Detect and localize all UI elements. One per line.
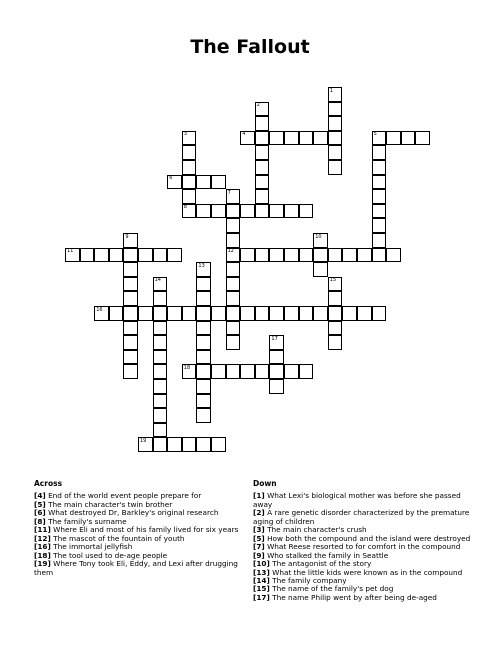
clue-num: [5]: [253, 533, 265, 543]
grid-cell[interactable]: [299, 131, 314, 146]
grid-cell[interactable]: [153, 350, 168, 365]
grid-cell[interactable]: [123, 335, 138, 350]
page-title: The Fallout: [190, 36, 310, 58]
grid-cell[interactable]: [328, 102, 343, 117]
grid-cell[interactable]: [372, 218, 387, 233]
grid-cell[interactable]: [299, 204, 314, 219]
grid-cell[interactable]: [401, 131, 416, 146]
clue-number: 8: [183, 204, 187, 211]
down-clues: [253, 480, 473, 602]
clue-text: What destroyed Dr, Barkley's original research: [45, 508, 219, 518]
grid-cell[interactable]: [372, 233, 387, 248]
grid-cell[interactable]: [328, 306, 343, 321]
grid-cell[interactable]: [167, 437, 182, 452]
clue-item: [34, 560, 239, 577]
grid-cell[interactable]: [313, 262, 328, 277]
grid-cell[interactable]: [138, 248, 153, 263]
grid-cell[interactable]: [80, 248, 95, 263]
grid-cell[interactable]: [226, 335, 241, 350]
grid-cell[interactable]: [153, 248, 168, 263]
clue-text: The mascot of the fountain of youth: [50, 533, 185, 543]
clue-number: 18: [183, 364, 191, 371]
grid-cell[interactable]: [196, 291, 211, 306]
grid-cell[interactable]: [255, 189, 270, 204]
grid-cell[interactable]: [284, 248, 299, 263]
clue-number: 2: [256, 102, 260, 109]
grid-cell[interactable]: [342, 306, 357, 321]
clue-number: 17: [271, 335, 278, 342]
grid-cell[interactable]: [123, 321, 138, 336]
grid-cell[interactable]: [372, 306, 387, 321]
grid-cell[interactable]: [123, 306, 138, 321]
grid-cell[interactable]: [226, 204, 241, 219]
clue-num: [16]: [34, 542, 51, 552]
clue-text: The main character's crush: [264, 525, 367, 535]
clue-num: [17]: [253, 592, 270, 602]
grid-cell[interactable]: [109, 306, 124, 321]
clue-num: [6]: [34, 508, 46, 518]
grid-cell[interactable]: [182, 437, 197, 452]
clue-text: The family company: [269, 575, 347, 585]
grid-cell[interactable]: [386, 248, 401, 263]
grid-cell[interactable]: [313, 248, 328, 263]
grid-cell[interactable]: [328, 321, 343, 336]
grid-cell[interactable]: [182, 160, 197, 175]
clue-item: [253, 509, 473, 526]
grid-cell[interactable]: [226, 321, 241, 336]
grid-cell[interactable]: [255, 145, 270, 160]
grid-cell[interactable]: [313, 306, 328, 321]
grid-cell[interactable]: [372, 248, 387, 263]
grid-cell[interactable]: [269, 350, 284, 365]
down-heading: Down: [253, 479, 277, 488]
clue-num: [7]: [253, 542, 265, 552]
grid-cell[interactable]: [196, 204, 211, 219]
grid-cell[interactable]: [226, 262, 241, 277]
grid-cell[interactable]: [299, 306, 314, 321]
grid-cell[interactable]: [182, 306, 197, 321]
grid-cell[interactable]: [153, 437, 168, 452]
grid-cell[interactable]: [328, 145, 343, 160]
grid-cell[interactable]: [226, 306, 241, 321]
grid-cell[interactable]: [226, 291, 241, 306]
clue-number: 12: [227, 248, 234, 255]
clue-text: The antagonist of the story: [269, 559, 372, 569]
across-clues: [34, 480, 239, 577]
grid-cell[interactable]: [372, 189, 387, 204]
grid-cell[interactable]: [196, 379, 211, 394]
grid-cell[interactable]: [284, 204, 299, 219]
across-heading: Across: [34, 479, 63, 488]
grid-cell[interactable]: [211, 437, 226, 452]
grid-cell[interactable]: [196, 306, 211, 321]
grid-cell[interactable]: [182, 145, 197, 160]
clue-num: [2]: [253, 508, 265, 518]
clue-text: The name of the family's pet dog: [269, 584, 394, 594]
clue-num: [3]: [253, 525, 265, 535]
grid-cell[interactable]: [269, 379, 284, 394]
grid-cell[interactable]: [313, 131, 328, 146]
grid-cell[interactable]: [269, 248, 284, 263]
down-list: [253, 492, 473, 602]
grid-cell[interactable]: [240, 364, 255, 379]
clue-number: 15: [329, 277, 337, 284]
grid-cell[interactable]: [372, 175, 387, 190]
grid-cell[interactable]: [269, 204, 284, 219]
clue-num: [13]: [253, 567, 270, 577]
across-list: [34, 492, 239, 577]
clue-text: The tool used to de-age people: [50, 550, 168, 560]
clue-number: 9: [125, 233, 129, 240]
grid-cell[interactable]: [328, 160, 343, 175]
clue-number: 10: [315, 233, 322, 240]
grid-cell[interactable]: [240, 204, 255, 219]
grid-cell[interactable]: [386, 131, 401, 146]
clue-num: [14]: [253, 575, 270, 585]
grid-cell[interactable]: [372, 204, 387, 219]
grid-cell[interactable]: [123, 291, 138, 306]
grid-cell[interactable]: [255, 248, 270, 263]
grid-cell[interactable]: [153, 335, 168, 350]
grid-cell[interactable]: [211, 175, 226, 190]
grid-cell[interactable]: [94, 248, 109, 263]
grid-cell[interactable]: [196, 277, 211, 292]
clue-text: Who stalked the family in Seattle: [264, 550, 389, 560]
grid-cell[interactable]: [211, 306, 226, 321]
grid-cell[interactable]: [226, 277, 241, 292]
grid-cell[interactable]: [211, 364, 226, 379]
grid-cell[interactable]: [328, 131, 343, 146]
clue-number: 6: [169, 175, 173, 182]
grid-cell[interactable]: [255, 175, 270, 190]
grid-cell[interactable]: [226, 218, 241, 233]
grid-cell[interactable]: [138, 306, 153, 321]
grid-cell[interactable]: [269, 306, 284, 321]
grid-cell[interactable]: [240, 248, 255, 263]
clue-number: 3: [183, 131, 187, 138]
grid-cell[interactable]: [153, 306, 168, 321]
grid-cell[interactable]: [255, 131, 270, 146]
grid-cell[interactable]: [153, 364, 168, 379]
grid-cell[interactable]: [284, 364, 299, 379]
clue-item: [253, 594, 473, 602]
clue-text: How both the compound and the island were destroyed: [264, 533, 471, 543]
clue-num: [10]: [253, 559, 270, 569]
grid-cell[interactable]: [153, 423, 168, 438]
grid-cell[interactable]: [284, 131, 299, 146]
clue-num: [15]: [253, 584, 270, 594]
grid-cell[interactable]: [196, 364, 211, 379]
clue-num: [9]: [253, 550, 265, 560]
grid-cell[interactable]: [182, 189, 197, 204]
grid-cell[interactable]: [196, 335, 211, 350]
clue-item: [253, 492, 473, 509]
grid-cell[interactable]: [196, 321, 211, 336]
grid-cell[interactable]: [153, 394, 168, 409]
grid-cell[interactable]: [255, 204, 270, 219]
grid-cell[interactable]: [299, 364, 314, 379]
grid-cell[interactable]: [226, 364, 241, 379]
clue-text: A rare genetic disorder characterized by the premature aging of children: [253, 508, 470, 526]
grid-cell[interactable]: [255, 306, 270, 321]
grid-cell[interactable]: [299, 248, 314, 263]
grid-cell[interactable]: [328, 335, 343, 350]
grid-cell[interactable]: [284, 306, 299, 321]
grid-cell[interactable]: [211, 204, 226, 219]
grid-cell[interactable]: [123, 350, 138, 365]
grid-cell[interactable]: [255, 116, 270, 131]
grid-cell[interactable]: [123, 262, 138, 277]
clue-num: [12]: [34, 533, 51, 543]
grid-cell[interactable]: [372, 160, 387, 175]
clue-number: 4: [242, 131, 246, 138]
clue-text: Where Eli and most of his family lived for six years: [50, 525, 239, 535]
grid-cell[interactable]: [328, 248, 343, 263]
clue-text: Where Tony took Eli, Eddy, and Lexi after drugging them: [34, 559, 238, 577]
grid-cell[interactable]: [196, 437, 211, 452]
clue-num: [5]: [34, 499, 46, 509]
grid-cell[interactable]: [153, 321, 168, 336]
grid-cell[interactable]: [328, 291, 343, 306]
clue-text: What Lexi's biological mother was before she passed away: [253, 491, 461, 509]
clue-number: 13: [198, 262, 205, 269]
grid-cell[interactable]: [123, 248, 138, 263]
grid-cell[interactable]: [153, 291, 168, 306]
grid-cell[interactable]: [153, 379, 168, 394]
grid-cell[interactable]: [123, 364, 138, 379]
clue-text: The family's surname: [45, 516, 127, 526]
clue-text: What Reese resorted to for comfort in the compound: [264, 542, 461, 552]
grid-cell[interactable]: [372, 145, 387, 160]
clue-text: The main character's twin brother: [45, 499, 173, 509]
clue-num: [11]: [34, 525, 51, 535]
grid-cell[interactable]: [123, 277, 138, 292]
clue-text: The name Philip went by after being de-aged: [269, 592, 437, 602]
clue-number: 14: [154, 277, 161, 284]
grid-cell[interactable]: [269, 131, 284, 146]
clue-num: [4]: [34, 491, 46, 501]
grid-cell[interactable]: [415, 131, 430, 146]
clue-number: 7: [227, 189, 231, 196]
grid-cell[interactable]: [357, 248, 372, 263]
clue-text: The immortal jellyfish: [50, 542, 133, 552]
grid-cell[interactable]: [196, 175, 211, 190]
clue-number: 11: [67, 248, 74, 255]
clue-number: 16: [96, 306, 103, 313]
grid-cell[interactable]: [255, 364, 270, 379]
grid-cell[interactable]: [255, 160, 270, 175]
grid-cell[interactable]: [328, 116, 343, 131]
clue-text: What the little kids were known as in the compound: [269, 567, 463, 577]
grid-cell[interactable]: [240, 306, 255, 321]
clue-num: [19]: [34, 559, 51, 569]
grid-cell[interactable]: [167, 248, 182, 263]
grid-cell[interactable]: [196, 408, 211, 423]
grid-cell[interactable]: [196, 350, 211, 365]
clue-number: 5: [373, 131, 377, 138]
grid-cell[interactable]: [167, 306, 182, 321]
grid-cell[interactable]: [196, 394, 211, 409]
grid-cell[interactable]: [182, 175, 197, 190]
clue-num: [1]: [253, 491, 265, 501]
grid-cell[interactable]: [342, 248, 357, 263]
grid-cell[interactable]: [153, 408, 168, 423]
clue-number: 19: [140, 437, 147, 444]
grid-cell[interactable]: [109, 248, 124, 263]
grid-cell[interactable]: [226, 233, 241, 248]
clue-number: 1: [329, 87, 333, 94]
grid-cell[interactable]: [357, 306, 372, 321]
grid-cell[interactable]: [269, 364, 284, 379]
clue-text: End of the world event people prepare for: [45, 491, 202, 501]
clue-num: [8]: [34, 516, 46, 526]
clue-num: [18]: [34, 550, 51, 560]
